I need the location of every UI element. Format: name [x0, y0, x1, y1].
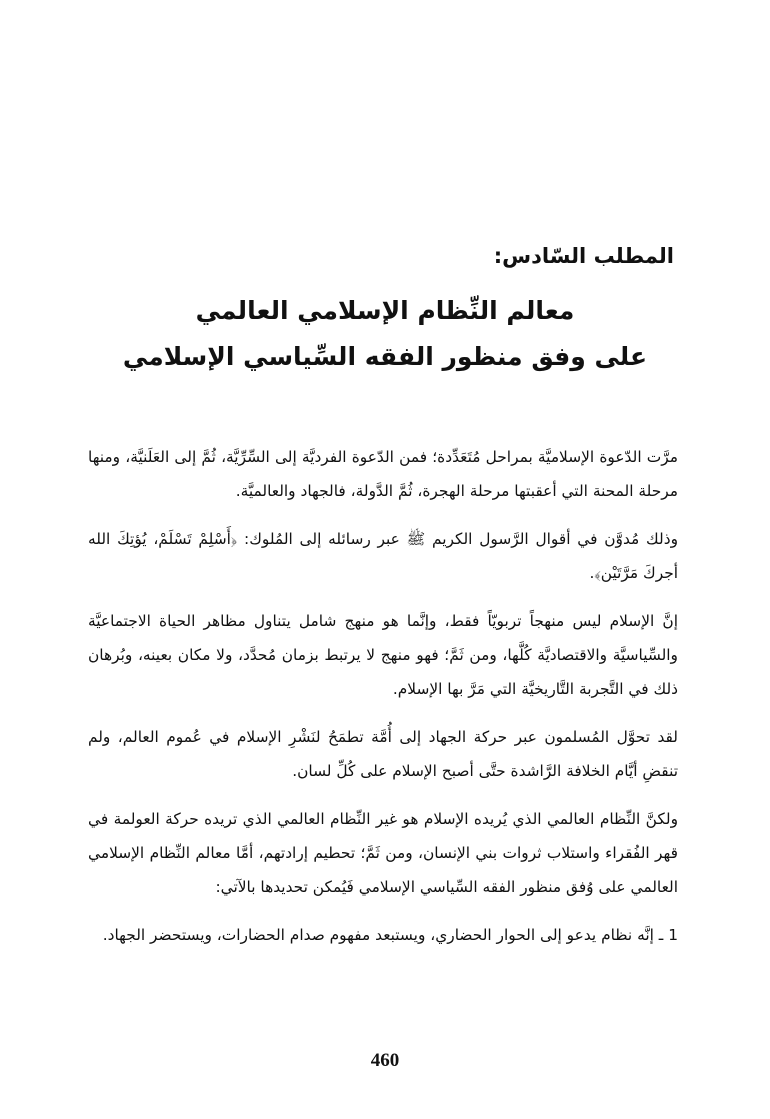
paragraph-stages: مرَّت الدّعوة الإسلاميَّة بمراحل مُتَعَدِّدة؛ فمن الدّعوة الفرديَّة إلى السِّرِّيَّة، ثُمَّ إلى العَلَنيَّة، ومنها مرحلة المحنة التي أعقبتها مرحلة الهجرة، ثُمَّ الدَّولة، فالجهاد والعالميَّة. [88, 448, 678, 500]
chapter-title-line-2: على وفق منظور الفقه السِّياسي الإسلامي [122, 342, 648, 371]
paragraph-prophet-letters: وذلك مُدوَّن في أقوال الرَّسول الكريم ﷺ عبر رسائله إلى المُلوك: ﴿أَسْلِمْ تَسْلَمْ، يُؤتِكَ الله أجركَ مَرَّتَيْن﴾. [88, 530, 678, 582]
paragraph-jihad-spread: لقد تحوَّل المُسلمون عبر حركة الجهاد إلى أُمَّة تطمَحُ لنَشْرِ الإسلام في عُموم العالم، ولم تنقضِ أيَّام الخلافة الرَّاشدة حتَّى أصبح الإسلام على كُلِّ لسان. [88, 728, 678, 780]
page-number: 460 [370, 1050, 400, 1071]
chapter-title-line-1: معالم النِّظام الإسلامي العالمي [195, 296, 575, 325]
section-label: المطلب السّادس: [493, 244, 674, 268]
body-text [88, 440, 678, 968]
paragraph-comprehensive-method: إنَّ الإسلام ليس منهجاً تربويّاً فقط، وإنَّما هو منهج شامل يتناول مظاهر الحياة الاجتماعيَّة والسِّياسيَّة والاقتصاديَّة كُلَّها، ومن ثَمَّ؛ فهو منهج لا يرتبط بزمان مُحدَّد، ولا مكان بعينه، وبُرهان ذلك في التَّجربة التَّاريخيَّة التي مَرَّ بها الإسلام. [88, 612, 678, 698]
list-item-1: 1 ـ إنَّه نظام يدعو إلى الحوار الحضاري، ويستبعد مفهوم صدام الحضارات، ويستحضر الجهاد. [102, 926, 678, 944]
paragraph-world-order: ولكنَّ النِّظام العالمي الذي يُريده الإسلام هو غير النِّظام العالمي الذي تريده حركة العولمة في قهر الفُقراء واستلاب ثروات بني الإنسان، ومن ثَمَّ؛ تحطيم إرادتهم، أمَّا معالم النِّظام الإسلامي العالمي على وُفق منظور الفقه السِّياسي الإسلامي فَيُمكن تحديدها بالآتي: [88, 810, 678, 896]
